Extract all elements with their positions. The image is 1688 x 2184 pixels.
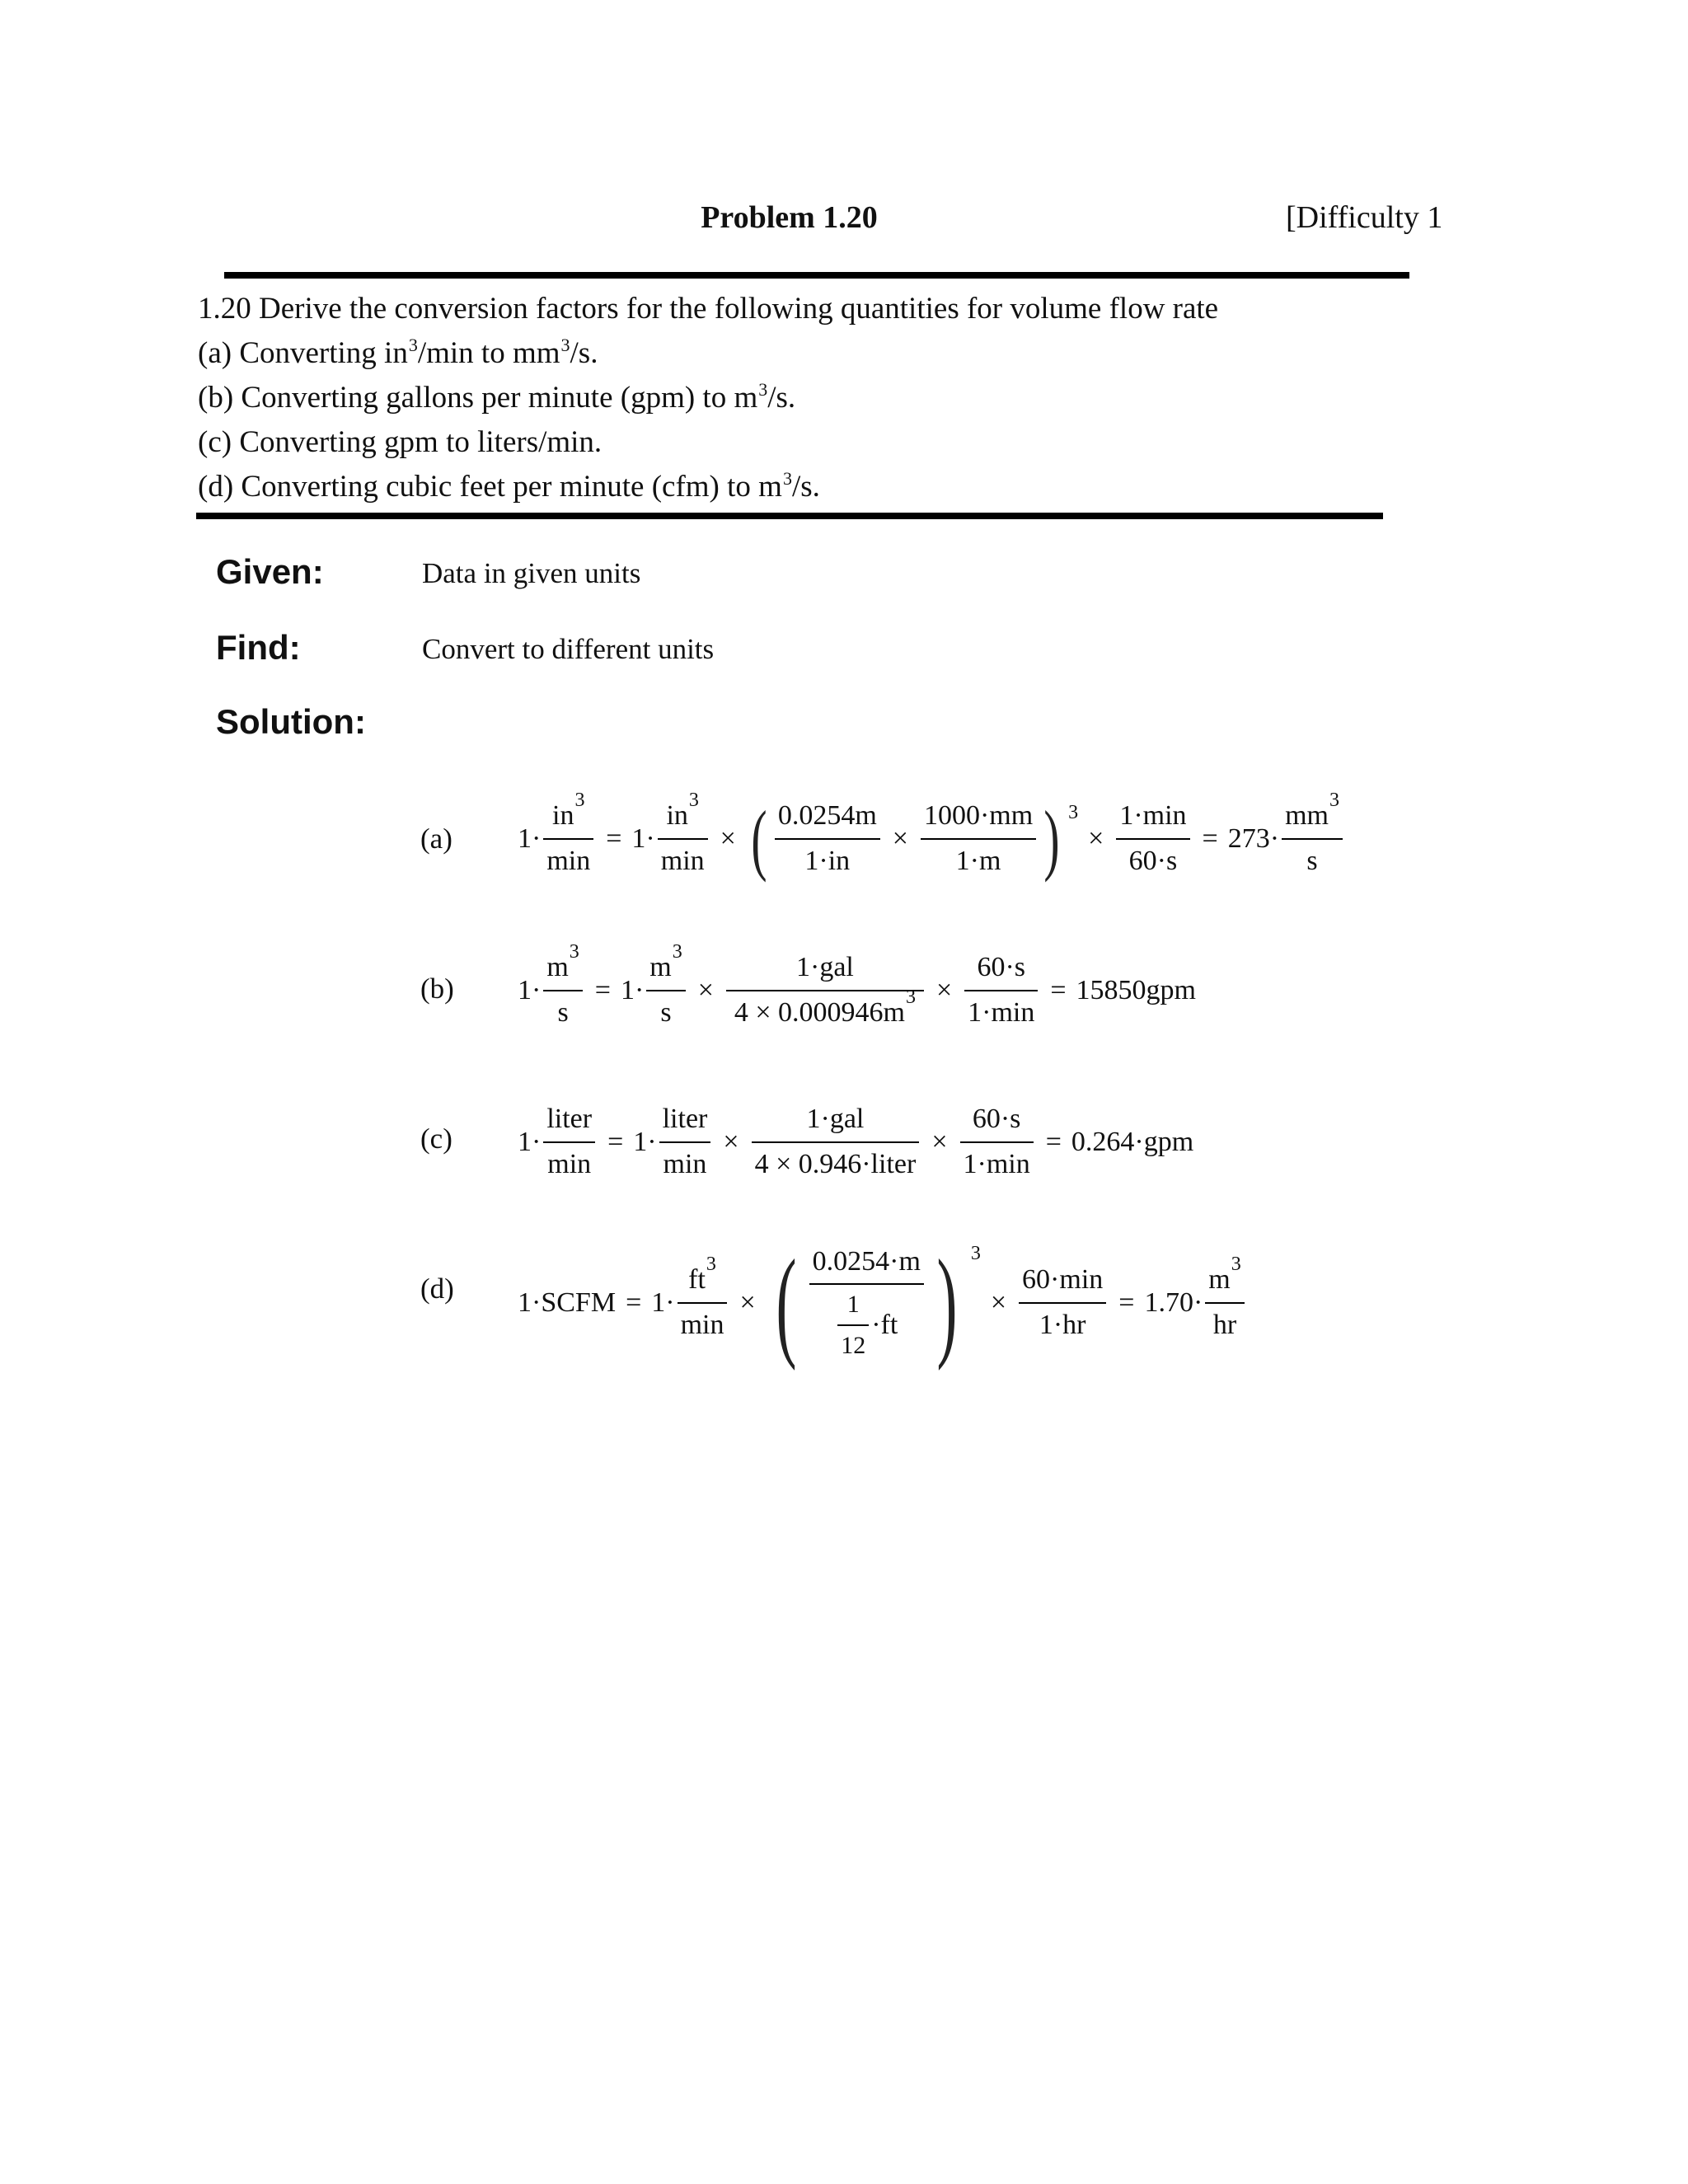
part-c-label: (c) xyxy=(420,1122,452,1155)
equation-d: 1·SCFM = 1· $\frac{ft^3}{\min}$ × ( 0.0254·m $\frac{1}{12}$ ·ft ) 3 × $\frac{60\cdot\min}{1\cdot hr}$ = 1.70· $\frac{m^3}{hr}$ xyxy=(518,1225,1247,1381)
difficulty-label: [Difficulty 1 xyxy=(1286,200,1443,235)
fraction: $\frac{60\cdot\min}{1\cdot hr}$ xyxy=(1019,1263,1106,1343)
fraction: $\frac{mm^3}{s}$ xyxy=(1282,799,1343,879)
fraction: $\frac{in^3}{\min}$ xyxy=(543,799,593,879)
page-title: Problem 1.20 xyxy=(701,200,878,235)
paren-group: ( $\frac{0.0254m}{1\cdot in}$ × $\frac{1000\cdot mm}{1\cdot m}$ ) 3 xyxy=(751,794,1079,883)
fraction: $\frac{in^3}{\min}$ xyxy=(658,799,708,879)
problem-part-d: (d) Converting cubic feet per minute (cfm) to $m^3/s$. xyxy=(198,468,820,504)
fraction: $\frac{\text{liter}}{\min}$ xyxy=(543,1103,595,1182)
fraction: $\frac{60\cdot s}{1\cdot\min}$ xyxy=(964,951,1038,1030)
result-c: 0.264·gpm xyxy=(1071,1127,1194,1157)
fraction: $\frac{m^3}{s}$ xyxy=(543,951,582,1030)
fraction: $\frac{\text{liter}}{\min}$ xyxy=(659,1103,711,1182)
top-divider xyxy=(224,272,1409,279)
result-d: 1.70· xyxy=(1144,1287,1203,1318)
part-a-label: (a) xyxy=(420,823,452,855)
problem-part-b: (b) Converting gallons per minute (gpm) to $m^3/s$. xyxy=(198,379,796,415)
solution-label: Solution: xyxy=(216,702,366,741)
bottom-divider xyxy=(196,513,1383,519)
equation-a: 1· $\frac{in^3}{\min}$ = 1· $\frac{in^3}{\min}$ × ( $\frac{0.0254m}{1\cdot in}$ × $\frac{1000\cdot mm}{1\cdot m}$ ) 3 × $\frac{1\cdot\min}{60\cdot s}$ = 273· $\frac{mm^3}{s}$ xyxy=(518,790,1345,888)
part-d-label: (d) xyxy=(420,1272,454,1305)
paren-group: ( 0.0254·m $\frac{1}{12}$ ·ft ) 3 xyxy=(776,1235,981,1371)
fraction: $\frac{1\cdot\min}{60\cdot s}$ xyxy=(1116,799,1189,879)
fraction: $\frac{m^3}{hr}$ xyxy=(1205,1263,1244,1343)
part-b-label: (b) xyxy=(420,972,454,1005)
fraction: $\frac{\text{1·gal}}{4 \times 0.000946m^3}$ xyxy=(726,951,924,1030)
equation-c: 1· $\frac{\text{liter}}{\min}$ = 1· $\frac{\text{liter}}{\min}$ × $\frac{\text{1·gal}}{\text{4 × 0.946·liter}}$ × $\frac{60\cdot s}{1\cdot\min}$ = 0.264·gpm xyxy=(518,1093,1193,1192)
fraction: $\frac{ft^3}{\min}$ xyxy=(678,1263,728,1343)
find-label: Find: xyxy=(216,628,301,667)
fraction: $\frac{60\cdot s}{1\cdot\min}$ xyxy=(960,1103,1034,1182)
problem-intro: 1.20 Derive the conversion factors for the following quantities for volume flow rate xyxy=(198,292,1219,326)
problem-part-c: (c) Converting gpm to liters/min. xyxy=(198,425,603,459)
problem-part-a: (a) Converting $in^3/\min$ to $mm^3/s$. xyxy=(198,335,598,370)
given-text: Data in given units xyxy=(422,557,641,589)
given-label: Given: xyxy=(216,552,324,591)
result-b: 15850gpm xyxy=(1076,975,1196,1005)
find-text: Convert to different units xyxy=(422,633,715,665)
fraction: $\frac{\text{1·gal}}{\text{4 × 0.946·liter}}$ xyxy=(752,1103,920,1182)
equation-b: 1· $\frac{m^3}{s}$ = 1· $\frac{m^3}{s}$ × $\frac{\text{1·gal}}{4 \times 0.000946m^3}$ × $\frac{60\cdot s}{1\cdot\min}$ = 15850gpm xyxy=(518,941,1196,1040)
result-a: 273· xyxy=(1227,823,1280,854)
fraction: $\frac{m^3}{s}$ xyxy=(646,951,685,1030)
